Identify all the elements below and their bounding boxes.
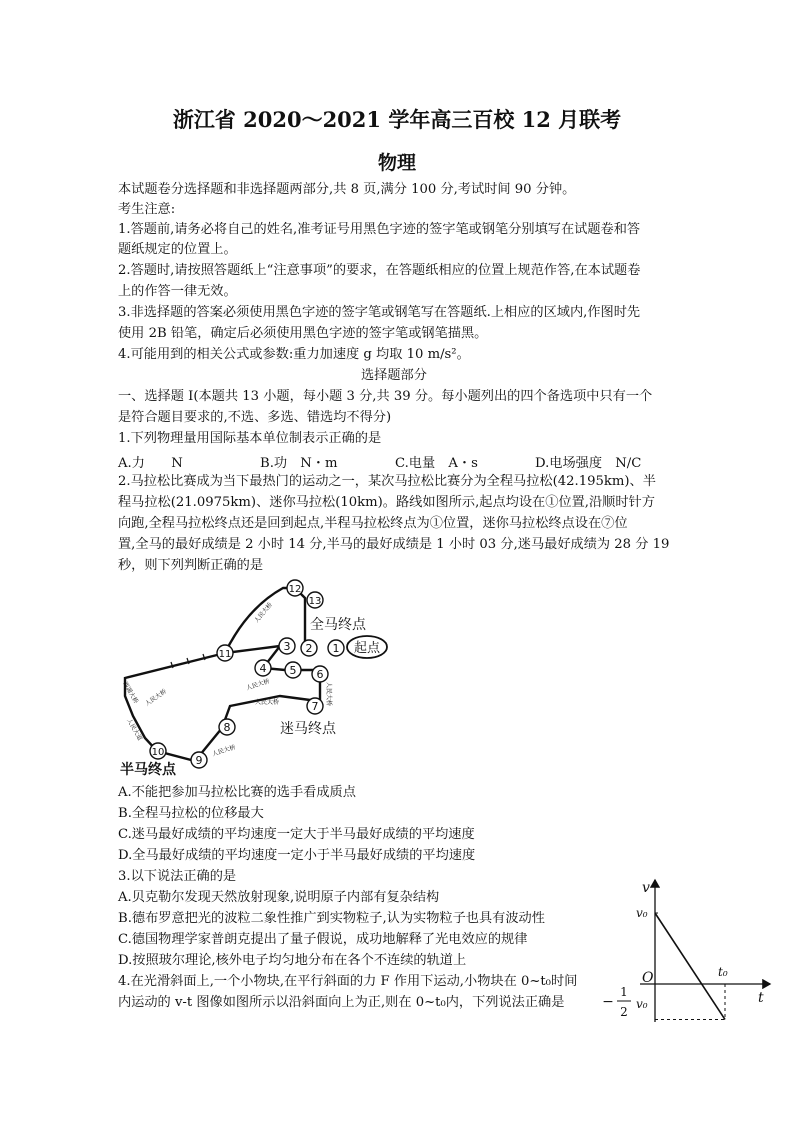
neg-sign: −	[602, 994, 614, 1010]
start-label: 起点	[353, 641, 381, 656]
route-point-label: 2	[305, 642, 313, 655]
notice-3b: 使用 2B 铅笔，确定后必须使用黑色字迹的签字笔或钢笔描黑。	[118, 326, 488, 341]
notice-heading: 考生注意:	[118, 202, 176, 217]
neg-v0-tick-label: v₀	[636, 997, 648, 1011]
mini-marathon-finish-label: 迷马终点	[280, 721, 336, 737]
q1-stem: 1.下列物理量用国际基本单位制表示正确的是	[118, 431, 382, 446]
route-point-label: 12	[288, 584, 302, 595]
notice-4: 4.可能用到的相关公式或参数:重力加速度 g 均取 10 m/s²。	[118, 347, 470, 362]
q4-line-1: 4.在光滑斜面上,一个小物块,在平行斜面的力 F 作用下运动,小物块在 0~t₀时间	[118, 974, 578, 989]
vt-graph	[600, 876, 780, 1028]
vt-line	[655, 913, 725, 1020]
route-map	[115, 578, 425, 778]
q1-option-a: A.力 N	[118, 456, 183, 471]
subject-title: 物理	[377, 152, 416, 174]
notice-2a: 2.答题时,请按照答题纸上“注意事项”的要求，在答题纸相应的位置上规范作答,在本试题卷	[118, 263, 641, 278]
notice-3a: 3.非选择题的答案必须使用黑色字迹的签字笔或钢笔写在答题纸.上相应的区域内,作图时先	[118, 305, 641, 320]
road-label: 人民大桥	[253, 601, 274, 625]
notice-1a: 1.答题前,请务必将自己的姓名,准考证号用黑色字迹的签字笔或钢笔分别填写在试题卷和答	[118, 222, 641, 237]
road-label: 西湖大桥	[121, 680, 140, 705]
q1-option-c: C.电量 A・s	[395, 456, 478, 471]
q2-line-2: 程马拉松(21.0975km)、迷你马拉松(10km)。路线如图所示,起点均设在①位置,沿顺时针方	[118, 495, 655, 510]
road-label: 人民大桥	[211, 743, 237, 758]
q3-option-d: D.按照玻尔理论,核外电子均匀地分布在各个不连续的轨道上	[118, 953, 467, 968]
q2-line-1: 2.马拉松比赛成为当下最热门的运动之一，某次马拉松比赛分为全程马拉松(42.195km)、半	[118, 474, 656, 489]
q3-stem: 3.以下说法正确的是	[118, 869, 237, 884]
q2-line-4: 置,全马的最好成绩是 2 小时 14 分,半马的最好成绩是 1 小时 03 分,迷马最好成绩为 28 分 19	[118, 537, 670, 552]
section-heading: 选择题部分	[361, 368, 427, 383]
route-point-label: 9	[195, 754, 203, 767]
part1-line-b: 是符合题目要求的,不选、多选、错选均不得分)	[118, 410, 392, 425]
part1-line-a: 一、选择题 I(本题共 13 小题，每小题 3 分,共 39 分。每小题列出的四个备选项中只有一个	[118, 389, 653, 404]
route-point-label: 6	[316, 668, 324, 681]
route-point-label: 13	[308, 596, 322, 607]
q1-option-d: D.电场强度 N/C	[535, 456, 642, 471]
t0-tick-label: t₀	[718, 965, 728, 979]
q1-option-b: B.功 N・m	[260, 456, 338, 471]
route-point-label: 4	[259, 662, 267, 675]
route-point-label: 7	[311, 700, 319, 713]
q2-line-3: 向跑,全程马拉松终点还是回到起点,半程马拉松终点为①位置，迷你马拉松终点设在⑦位	[118, 516, 628, 531]
intro-line: 本试题卷分选择题和非选择题两部分,共 8 页,满分 100 分,考试时间 90 分钟。	[118, 182, 576, 197]
q2-option-d: D.全马最好成绩的平均速度一定小于半马最好成绩的平均速度	[118, 848, 476, 863]
route-point-label: 11	[218, 649, 232, 660]
road-label: 人民大桥	[325, 682, 332, 707]
exam-title: 浙江省 2020～2021 学年高三百校 12 月联考	[172, 107, 622, 132]
origin-label: O	[642, 970, 654, 986]
q2-line-5: 秒，则下列判断正确的是	[118, 558, 264, 573]
fraction-denominator: 2	[620, 1005, 628, 1019]
route-point-label: 10	[151, 747, 165, 758]
t-axis-label: t	[758, 990, 764, 1006]
route-point-label: 5	[289, 664, 297, 677]
road-label: 人民大道	[125, 717, 144, 742]
q2-option-c: C.迷马最好成绩的平均速度一定大于半马最好成绩的平均速度	[118, 827, 475, 842]
route-point-label: 1	[332, 642, 340, 655]
half-marathon-finish-label: 半马终点	[120, 762, 176, 778]
road-label: 人民大桥	[245, 677, 271, 692]
v-axis-label: v	[642, 880, 650, 896]
q2-option-a: A.不能把参加马拉松比赛的选手看成质点	[118, 785, 356, 800]
route-point-label: 3	[283, 640, 291, 653]
full-marathon-finish-label: 全马终点	[310, 617, 366, 633]
q2-option-b: B.全程马拉松的位移最大	[118, 806, 264, 821]
road-label: 人民大桥	[255, 699, 280, 706]
fraction-numerator: 1	[620, 985, 628, 999]
notice-2b: 上的作答一律无效。	[118, 284, 237, 299]
q3-option-a: A.贝克勒尔发现天然放射现象,说明原子内部有复杂结构	[118, 890, 440, 905]
route-point-label: 8	[223, 721, 231, 734]
q3-option-c: C.德国物理学家普朗克提出了量子假说，成功地解释了光电效应的规律	[118, 932, 528, 947]
q4-line-2: 内运动的 v-t 图像如图所示以沿斜面向上为正,则在 0~t₀内，下列说法正确是	[118, 995, 565, 1010]
v0-tick-label: v₀	[636, 906, 648, 920]
road-label: 人民大桥	[144, 688, 168, 708]
notice-1b: 题纸规定的位置上。	[118, 242, 237, 257]
q3-option-b: B.德布罗意把光的波粒二象性推广到实物粒子,认为实物粒子也具有波动性	[118, 911, 545, 926]
